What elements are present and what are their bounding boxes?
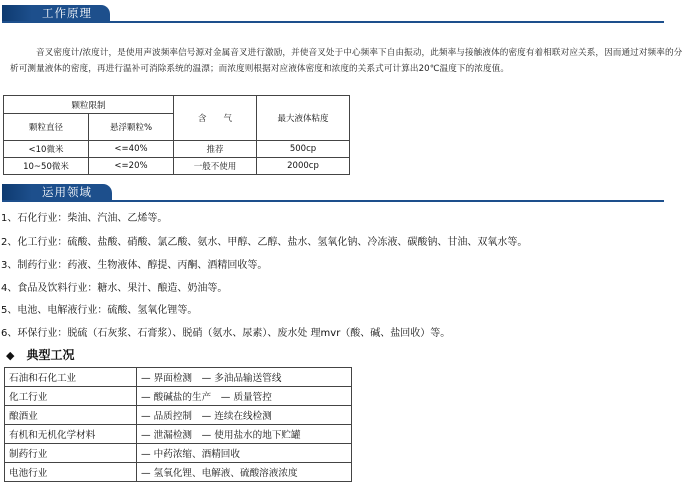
typical-heading <box>6 346 74 363</box>
section-title: 运用领域 <box>42 185 92 199</box>
desc-cell: — 酸碱盐的生产 — 质量管控 <box>137 387 352 406</box>
table-row <box>5 444 352 463</box>
list-item: 4、食品及饮料行业：糖水、果汁、酿造、奶油等。 <box>1 283 228 294</box>
table-row <box>5 406 352 425</box>
section-title: 工作原理 <box>42 6 92 20</box>
section-rule <box>2 21 664 23</box>
typical-title: 典型工况 <box>26 348 75 362</box>
size-header: 颗粒直径 <box>4 114 89 141</box>
tab-accent <box>2 5 32 22</box>
list-item: 6、环保行业：脱硫（石灰浆、石膏浆）、脱硝（氨水、尿素）、废水处 理mvr（酸、碱、盐回收）等。 <box>1 328 451 339</box>
section-header-principle <box>2 5 664 23</box>
table-row <box>5 387 352 406</box>
list-item: 5、电池、电解液行业：硫酸、氢氧化锂等。 <box>1 305 198 316</box>
table-row <box>5 463 352 482</box>
section-header-applications <box>2 184 664 202</box>
suspended-cell: <=40% <box>89 141 174 158</box>
desc-cell: — 品质控制 — 连续在线检测 <box>137 406 352 425</box>
desc-cell: — 界面检测 — 多油品输送管线 <box>137 368 352 387</box>
desc-cell: — 中药浓缩、酒精回收 <box>137 444 352 463</box>
typical-conditions-table <box>4 367 352 482</box>
table-row <box>5 368 352 387</box>
desc-cell: — 泄漏检测 — 使用盐水的地下贮罐 <box>137 425 352 444</box>
table-row <box>5 425 352 444</box>
gas-cell: 一般不使用 <box>174 158 257 175</box>
industry-cell: 制药行业 <box>5 444 137 463</box>
tab-accent <box>2 184 32 201</box>
list-item: 1、石化行业：柴油、汽油、乙烯等。 <box>1 213 168 224</box>
industry-cell: 电池行业 <box>5 463 137 482</box>
list-item: 2、化工行业：硫酸、盐酸、硝酸、氯乙酸、氨水、甲醇、乙醇、盐水、氢氧化钠、冷冻液、碳酸钠、甘油、双氧水等。 <box>1 237 528 248</box>
grain-limit-table <box>3 95 350 175</box>
table-row <box>4 158 350 175</box>
viscosity-header: 最大液体粘度 <box>257 96 350 141</box>
grain-group-header: 颗粒限制 <box>4 96 174 114</box>
viscosity-cell: 500cp <box>257 141 350 158</box>
industry-cell: 石油和石化工业 <box>5 368 137 387</box>
size-cell: 10~50微米 <box>4 158 89 175</box>
industry-cell: 化工行业 <box>5 387 137 406</box>
viscosity-cell: 2000cp <box>257 158 350 175</box>
diamond-icon: ◆ <box>6 349 15 362</box>
size-cell: <10微米 <box>4 141 89 158</box>
industry-cell: 有机和无机化学材料 <box>5 425 137 444</box>
principle-text: 音叉密度计/浓度计，是使用声波频率信号源对金属音叉进行激励，并使音叉处于中心频率下自由振动，此频率与接触液体的密度有着相联对应关系，因而通过对频率的分析可测量液体的密度，再进行温补可消除系统的温漂；而浓度则根据对应液体密度和浓度的关系式可计算出20℃温度下的浓度值。 <box>10 48 683 74</box>
suspended-header: 悬浮颗粒% <box>89 114 174 141</box>
list-item: 3、制药行业：药液、生物液体、醇提、丙酮、酒精回收等。 <box>1 260 268 271</box>
desc-cell: — 氢氧化锂、电解液、硫酸溶液浓度 <box>137 463 352 482</box>
suspended-cell: <=20% <box>89 158 174 175</box>
principle-paragraph <box>10 46 690 77</box>
table-row <box>4 141 350 158</box>
section-rule <box>2 200 664 202</box>
gas-cell: 推荐 <box>174 141 257 158</box>
industry-cell: 酿酒业 <box>5 406 137 425</box>
gas-header: 含 气 <box>174 96 257 141</box>
